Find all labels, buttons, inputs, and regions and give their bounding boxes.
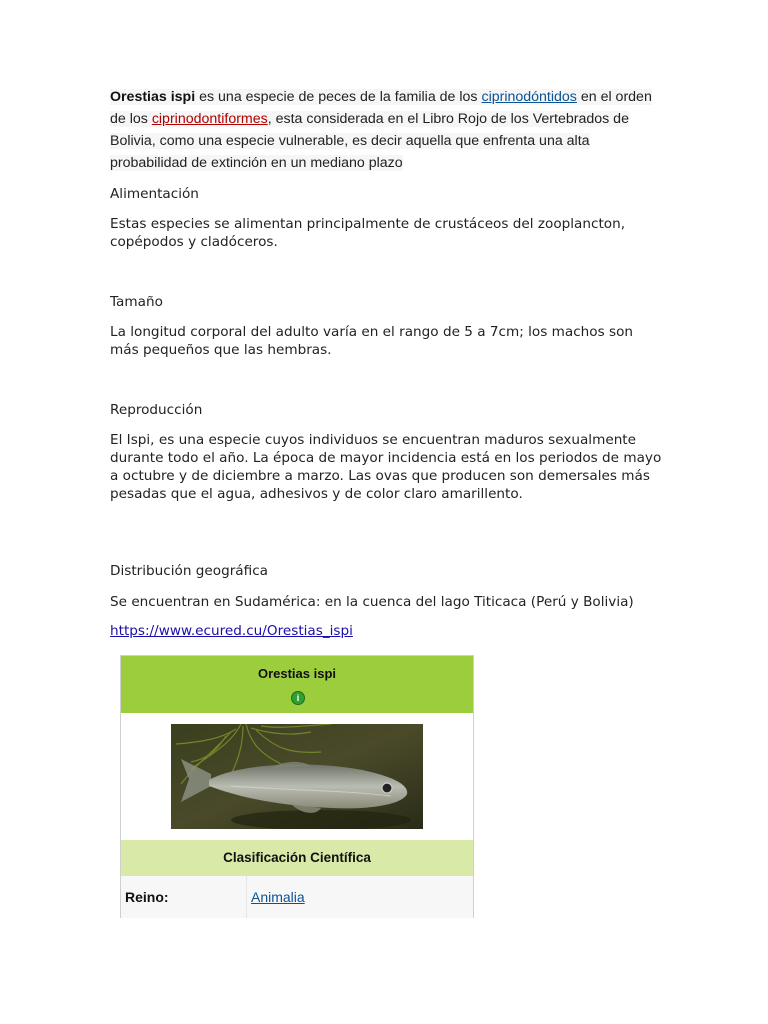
ciprinodontidos-link[interactable]: ciprinodóntidos	[481, 89, 577, 105]
animalia-link[interactable]: Animalia	[251, 889, 305, 905]
info-icon[interactable]: i	[291, 691, 305, 705]
infobox-header	[121, 656, 473, 713]
intro-text-1: es una especie de peces de la familia de los	[195, 89, 482, 105]
text-alimentacion: Estas especies se alimentan principalmente de crustáceos del zooplancton, copépodos y cladóceros.	[110, 216, 626, 250]
heading-tamano: Tamaño	[110, 294, 163, 310]
species-infobox	[120, 655, 474, 918]
text-distribucion: Se encuentran en Sudamérica: en la cuenca del lago Titicaca (Perú y Bolivia)	[110, 594, 634, 610]
intro-text-2: en el orden de los	[110, 89, 652, 127]
infobox-title: Orestias ispi	[257, 666, 337, 681]
ecured-source-link[interactable]: https://www.ecured.cu/Orestias_ispi	[110, 623, 353, 639]
intro-text-3: , esta considerada en el Libro Rojo de los Vertebrados de Bolivia, como una especie vulnerable, es decir aquella que enfrenta una alta probabilidad de extinción en un mediano plazo	[110, 111, 629, 171]
heading-reproduccion: Reproducción	[110, 402, 203, 418]
text-reproduccion: El Ispi, es una especie cuyos individuos se encuentran maduros sexualmente durante todo el año. La época de mayor incidencia está en los periodos de mayo a octubre y de diciembre a marzo. Las ovas que producen son demersales más pesadas que el agua, adhesivos y de color claro amarillento.	[110, 432, 662, 502]
ciprinodontiformes-link[interactable]: ciprinodontiformes	[151, 111, 268, 127]
infobox-image-row	[121, 713, 473, 840]
row-separator	[246, 876, 247, 918]
classification-heading: Clasificación Científica	[121, 840, 473, 876]
heading-alimentacion: Alimentación	[110, 186, 199, 202]
row-key: Reino:	[125, 889, 169, 905]
fish-photo[interactable]	[171, 724, 423, 829]
species-name: Orestias ispi	[110, 89, 196, 105]
text-tamano: La longitud corporal del adulto varía en el rango de 5 a 7cm; los machos son más pequeños que las hembras.	[110, 324, 634, 358]
intro-paragraph	[110, 86, 660, 174]
infobox-row-reino	[121, 876, 473, 918]
heading-distribucion: Distribución geográfica	[110, 563, 268, 579]
